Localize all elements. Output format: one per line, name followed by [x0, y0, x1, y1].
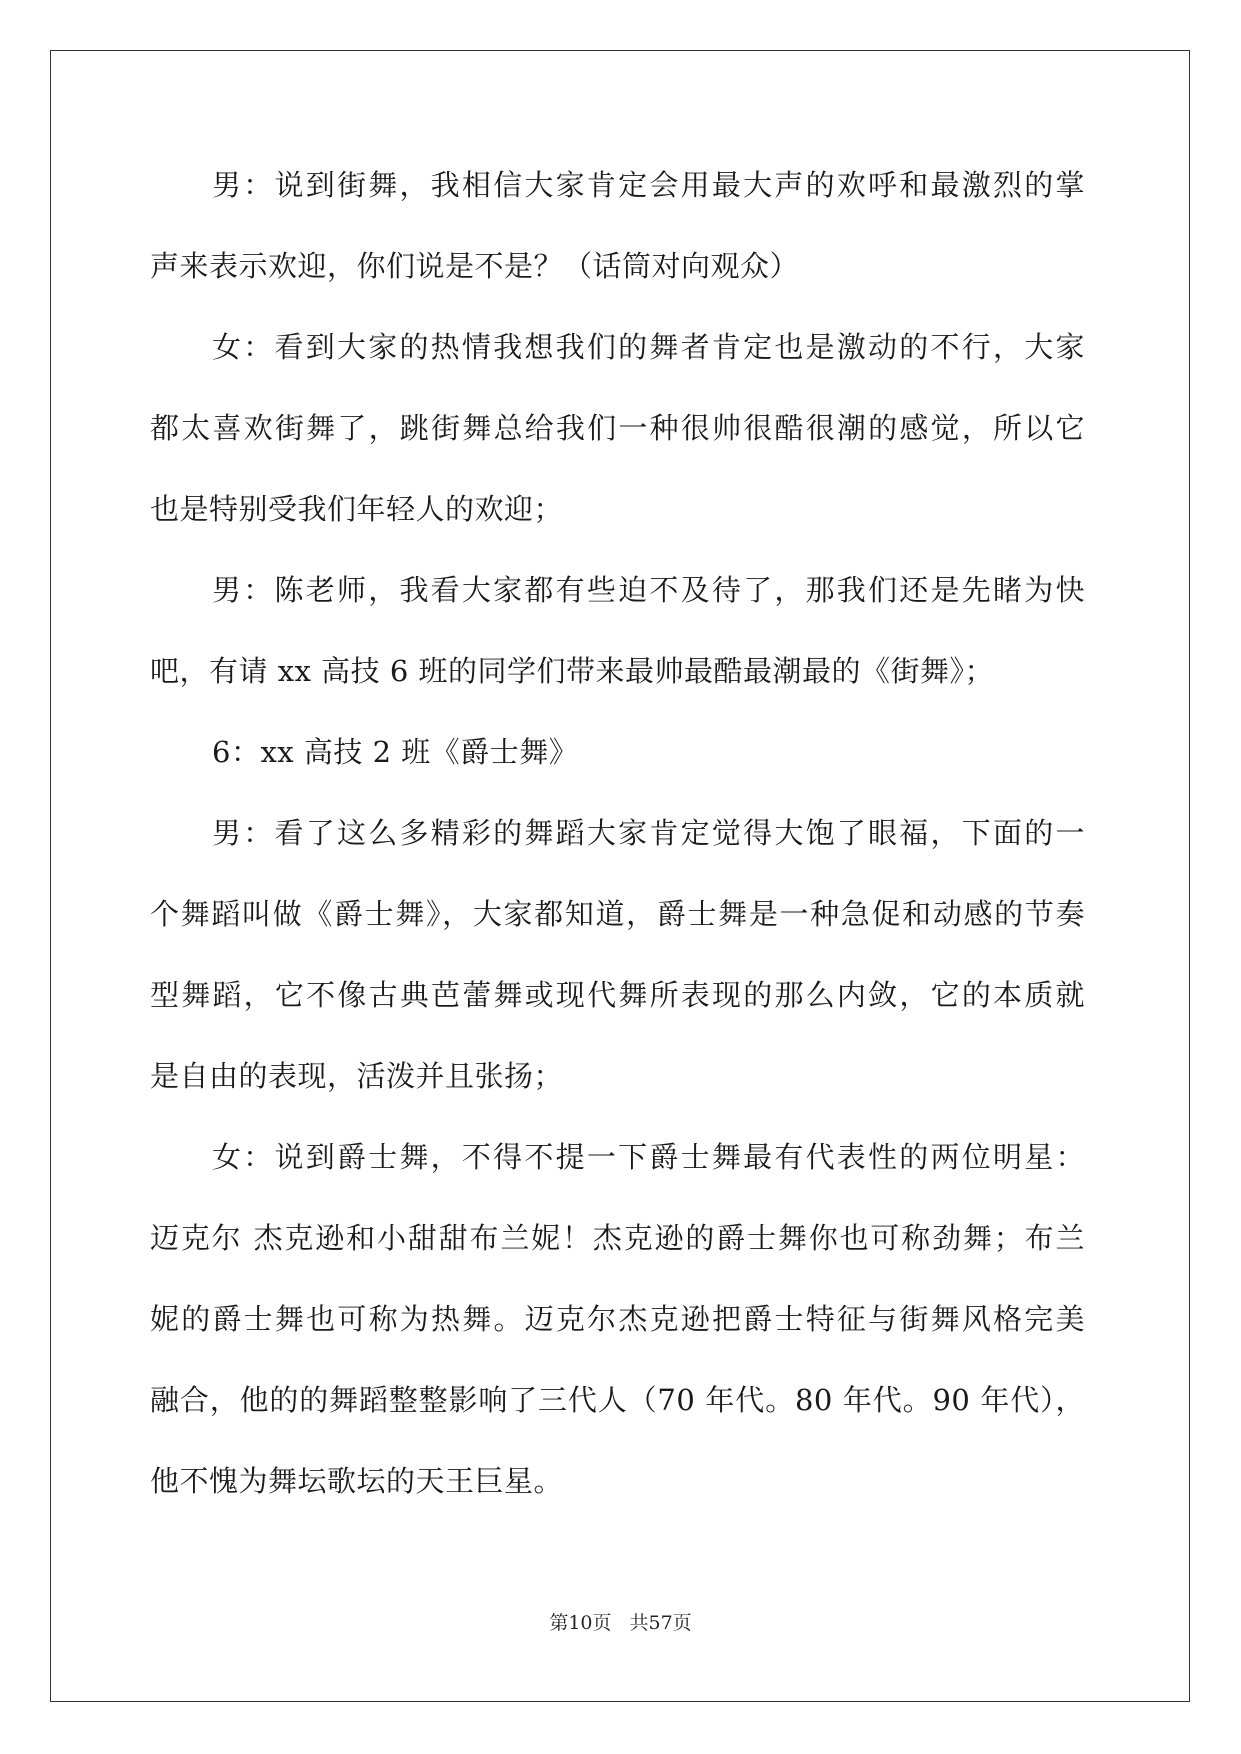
text-line: 他不愧为舞坛歌坛的天王巨星。 — [150, 1464, 564, 1498]
text-line: 6：xx 高技 2 班《爵士舞》 — [212, 735, 579, 769]
text-line: 融合，他的的舞蹈整整影响了三代人（70 年代。80 年代。90 年代）， — [150, 1383, 1085, 1417]
text-line: 女：看到大家的热情我想我们的舞者肯定也是激动的不行，大家 — [212, 330, 1085, 364]
page-footer — [0, 1608, 1241, 1635]
text-line: 男：说到街舞，我相信大家肯定会用最大声的欢呼和最激烈的掌 — [212, 168, 1085, 202]
text-line: 声来表示欢迎，你们说是不是？（话筒对向观众） — [150, 249, 800, 283]
document-body — [150, 155, 1085, 1532]
text-line: 迈克尔 杰克逊和小甜甜布兰妮！杰克逊的爵士舞你也可称劲舞；布兰 — [150, 1221, 1085, 1255]
text-line: 是自由的表现，活泼并且张扬； — [150, 1059, 564, 1093]
total-pages: 共57页 — [629, 1612, 692, 1634]
text-line: 男：陈老师，我看大家都有些迫不及待了，那我们还是先睹为快 — [212, 573, 1085, 607]
text-line: 个舞蹈叫做《爵士舞》，大家都知道，爵士舞是一种急促和动感的节奏 — [150, 897, 1085, 931]
text-line: 妮的爵士舞也可称为热舞。迈克尔杰克逊把爵士特征与街舞风格完美 — [150, 1302, 1085, 1336]
text-line: 也是特别受我们年轻人的欢迎； — [150, 492, 564, 526]
text-line: 吧，有请 xx 高技 6 班的同学们带来最帅最酷最潮最的《街舞》； — [150, 654, 995, 688]
page-number: 第10页 — [549, 1612, 612, 1634]
text-line: 都太喜欢街舞了，跳街舞总给我们一种很帅很酷很潮的感觉，所以它 — [150, 411, 1085, 445]
text-line: 男：看了这么多精彩的舞蹈大家肯定觉得大饱了眼福，下面的一 — [212, 816, 1085, 850]
text-line: 型舞蹈，它不像古典芭蕾舞或现代舞所表现的那么内敛，它的本质就 — [150, 978, 1085, 1012]
text-line: 女：说到爵士舞，不得不提一下爵士舞最有代表性的两位明星： — [212, 1140, 1085, 1174]
